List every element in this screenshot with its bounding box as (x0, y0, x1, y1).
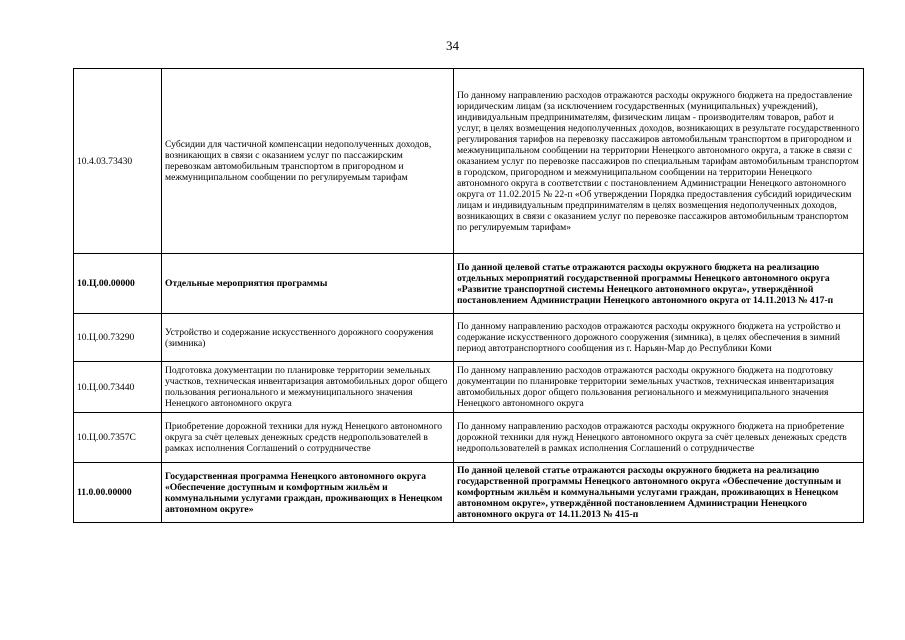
row-code: 10.Ц.00.73290 (74, 314, 162, 362)
row-description: По данному направлению расходов отражаются расходы окружного бюджета на подготовку документации по планировке территории земельных участков, техническая инвентаризация автомобильных дорог общего пользования регионального и межмуниципального значения Ненецкого автономного округа (454, 362, 864, 413)
row-description: По данному направлению расходов отражаются расходы окружного бюджета на устройство и содержание искусственного дорожного сооружения (зимника), в целях обеспечения в зимний период автотранспортного сообщения из г. Нарьян-Мар до Республики Коми (454, 314, 864, 362)
row-description: По данному направлению расходов отражаются расходы окружного бюджета на предоставление юридическим лицам (за исключением государственных (муниципальных) учреждений), индивидуальным предпринимателям, физическим лицам - производителям товаров, работ и услуг, в целях возмещения недополученных доходов, возникающих в результате государственного регулирования тарифов на перевозку пассажиров автомобильным транспортом в пригородном и межмуниципальном сообщении на территории Ненецкого автономного округа, а также в связи с оказанием услуг по перевозке пассажиров по специальным тарифам автомобильным транспортом в городском, пригородном и межмуниципальном сообщении на территории Ненецкого автономного округа в соответствии с постановлением Администрации Ненецкого автономного округа от 11.02.2015 № 22-п «Об утверждении Порядка предоставления субсидий юридическим лицам и индивидуальным предпринимателям в целях возмещения недополученных доходов, возникающих в связи с оказанием услуг по перевозке пассажиров автомобильным транспортом по регулируемым тарифам» (454, 69, 864, 254)
row-name: Приобретение дорожной техники для нужд Ненецкого автономного округа за счёт целевых денежных средств недропользователей в рамках исполнения Соглашений о сотрудничестве (162, 413, 454, 463)
row-description: По данному направлению расходов отражаются расходы окружного бюджета на приобретение дорожной техники для нужд Ненецкого автономного округа за счёт целевых денежных средств недропользователей в рамках исполнения Соглашений о сотрудничестве (454, 413, 864, 463)
table-row (74, 254, 864, 314)
row-code: 10.Ц.00.73440 (74, 362, 162, 413)
table-row (74, 314, 864, 362)
row-code: 10.Ц.00.7357С (74, 413, 162, 463)
page-number: 34 (446, 38, 459, 53)
row-name: Государственная программа Ненецкого автономного округа «Обеспечение доступным и комфортным жильём и коммунальными услугами граждан, проживающих в Ненецком автономном округе» (162, 463, 454, 523)
table-row (74, 362, 864, 413)
row-description: По данной целевой статье отражаются расходы окружного бюджета на реализацию государственной программы Ненецкого автономного округа «Обеспечение доступным и комфортным жильём и коммунальными услугами граждан, проживающих в Ненецком автономном округе», утверждённой постановлением Администрации Ненецкого автономного округа от 14.11.2013 № 415-п (454, 463, 864, 523)
row-code: 10.Ц.00.00000 (74, 254, 162, 314)
row-code: 10.4.03.73430 (74, 69, 162, 254)
row-name: Устройство и содержание искусственного дорожного сооружения (зимника) (162, 314, 454, 362)
row-name: Отдельные мероприятия программы (162, 254, 454, 314)
row-code: 11.0.00.00000 (74, 463, 162, 523)
budget-classification-table (73, 68, 864, 523)
row-name: Подготовка документации по планировке территории земельных участков, техническая инвентаризация автомобильных дорог общего пользования регионального и межмуниципального значения Ненецкого автономного округа (162, 362, 454, 413)
row-description: По данной целевой статье отражаются расходы окружного бюджета на реализацию отдельных мероприятий государственной программы Ненецкого автономного округа «Развитие транспортной системы Ненецкого автономного округа», утверждённой постановлением Администрации Ненецкого автономного округа от 14.11.2013 № 417-п (454, 254, 864, 314)
table-row (74, 463, 864, 523)
row-name: Субсидии для частичной компенсации недополученных доходов, возникающих в связи с оказанием услуг по пассажирским перевозкам автомобильным транспортом в пригородном и межмуниципальном сообщении по регулируемым тарифам (162, 69, 454, 254)
table-row (74, 69, 864, 254)
table-row (74, 413, 864, 463)
